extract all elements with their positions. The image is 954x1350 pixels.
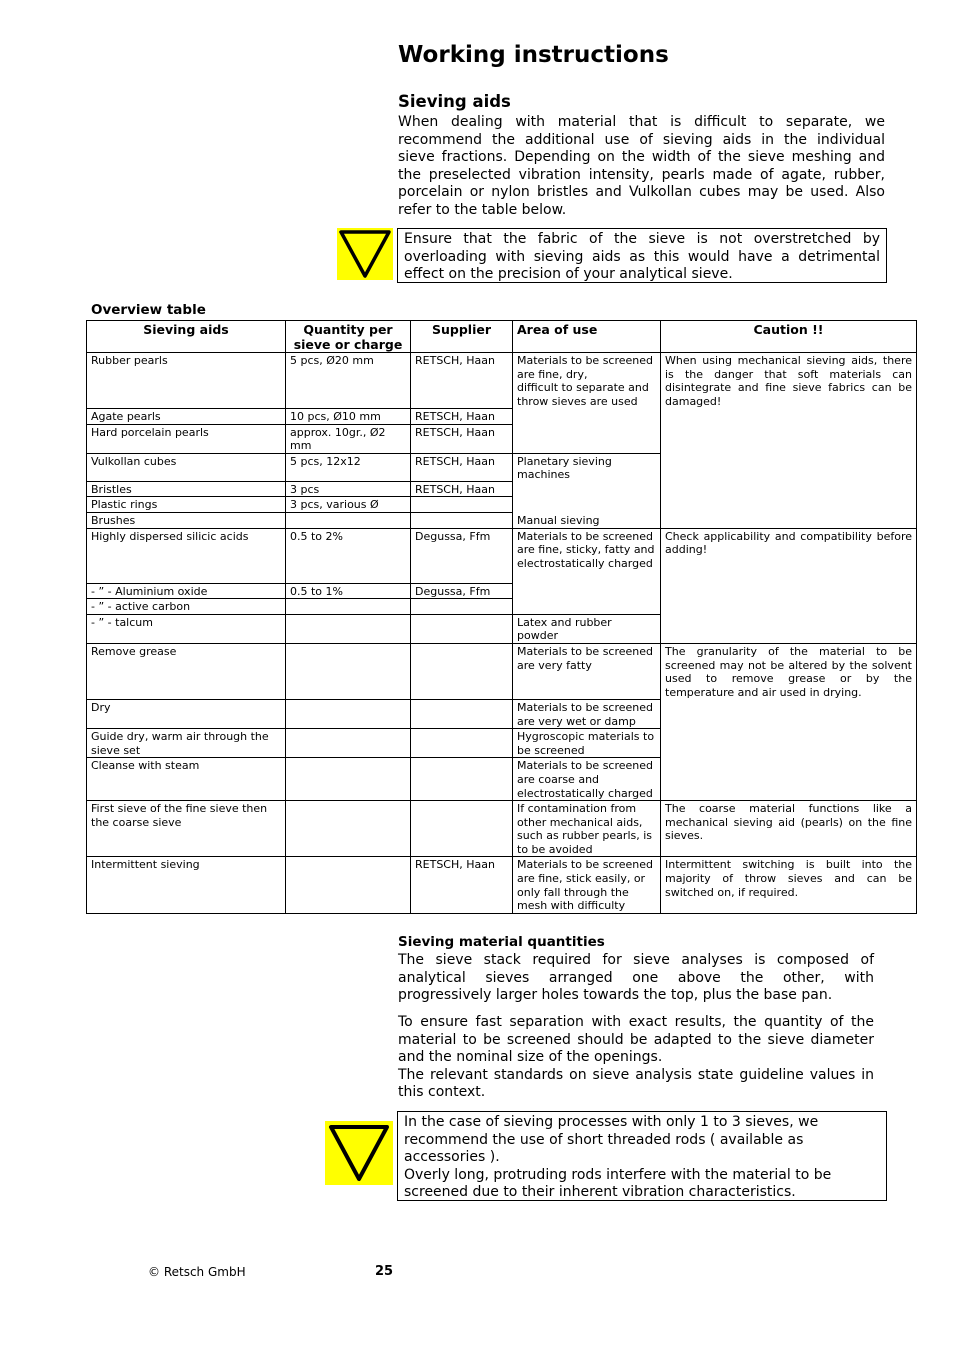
text-line: In the case of sieving processes with only 1 to 3 sieves, we — [404, 1114, 819, 1130]
cell-supplier: Degussa, Ffm — [411, 583, 513, 599]
cell-area: Materials to be screened are fine, sticky, fatty and electrostatically charged — [513, 528, 661, 614]
text-line: screened due to their inherent vibration characteristics. — [404, 1184, 796, 1201]
text-line: analytical sieves arranged one above the other, with — [398, 969, 874, 986]
cell-supplier: Degussa, Ffm — [411, 528, 513, 583]
cell-supplier: RETSCH, Haan — [411, 453, 513, 481]
text-line: overloading with sieving aids as this would have a detrimental — [404, 248, 880, 265]
cell-aid: Intermittent sieving — [87, 857, 286, 913]
cell-qty: 3 pcs — [286, 481, 411, 497]
warning-triangle-icon — [325, 1121, 393, 1185]
cell-qty — [286, 729, 411, 758]
page-title: Working instructions — [398, 42, 669, 68]
cell-aid: Dry — [87, 699, 286, 728]
cell-supplier — [411, 497, 513, 513]
warning-box-threaded-rods — [397, 1111, 887, 1201]
cell-area: Latex and rubber powder — [513, 614, 661, 643]
cell-caution: The coarse material functions like a mechanical sieving aid (pearls) on the fine sieves. — [661, 801, 917, 857]
cell-area: Materials to be screened are very fatty — [513, 643, 661, 699]
warning-triangle-icon — [337, 228, 393, 280]
text-line: Overly long, protruding rods interfere with the material to be — [404, 1166, 832, 1183]
area-text: Manual sieving — [517, 513, 600, 527]
text-line: accessories ). — [404, 1149, 500, 1166]
table-row — [87, 801, 917, 857]
sieving-aids-paragraph — [398, 114, 885, 220]
cell-supplier — [411, 614, 513, 643]
cell-aid: Vulkollan cubes — [87, 453, 286, 481]
cell-qty: approx. 10gr., Ø2 mm — [286, 424, 411, 453]
warning-box-overstretch — [397, 228, 887, 283]
cell-supplier: RETSCH, Haan — [411, 424, 513, 453]
text-line: the preselected vibration intensity, pearls made of agate, rubber, — [398, 166, 885, 183]
cell-area: Materials to be screened are very wet or damp — [513, 699, 661, 728]
cell-qty — [286, 599, 411, 615]
cell-aid: Highly dispersed silicic acids — [87, 528, 286, 583]
table-row — [87, 353, 917, 409]
cell-caution: The granularity of the material to be screened may not be altered by the solvent used to remove grease or by the temperature and air used in drying. — [661, 643, 917, 800]
cell-area: Hygroscopic materials to be screened — [513, 729, 661, 758]
cell-qty — [286, 614, 411, 643]
area-line: throw sieves are used — [517, 394, 638, 408]
text-line: To ensure fast separation with exact results, the quantity of the — [398, 1014, 874, 1030]
cell-supplier: RETSCH, Haan — [411, 481, 513, 497]
section-heading-sieving-aids: Sieving aids — [398, 92, 511, 111]
text-line: progressively larger holes towards the top, plus the base pan. — [398, 987, 833, 1004]
cell-aid: Guide dry, warm air through the sieve set — [87, 729, 286, 758]
header-quantity — [286, 321, 411, 353]
cell-qty — [286, 643, 411, 699]
header-quantity-line: sieve or charge — [293, 337, 403, 352]
cell-qty — [286, 801, 411, 857]
cell-aid: Hard porcelain pearls — [87, 424, 286, 453]
cell-qty — [286, 857, 411, 913]
area-line: are fine, dry, — [517, 367, 588, 381]
cell-supplier — [411, 512, 513, 528]
header-quantity-line: Quantity per — [303, 322, 393, 337]
area-line: Materials to be screened — [517, 354, 654, 367]
cell-qty: 10 pcs, Ø10 mm — [286, 409, 411, 425]
overview-table — [86, 320, 917, 914]
cell-aid: Cleanse with steam — [87, 758, 286, 801]
cell-aid: Brushes — [87, 512, 286, 528]
area-text: Planetary sieving machines — [517, 454, 612, 482]
cell-area: Materials to be screened are fine, stick easily, or only fall through the mesh with difficulty — [513, 857, 661, 913]
header-sieving-aids: Sieving aids — [87, 321, 286, 353]
cell-supplier: RETSCH, Haan — [411, 409, 513, 425]
cell-qty: 0.5 to 2% — [286, 528, 411, 583]
cell-supplier: RETSCH, Haan — [411, 857, 513, 913]
cell-qty: 0.5 to 1% — [286, 583, 411, 599]
header-supplier: Supplier — [411, 321, 513, 353]
table-row — [87, 857, 917, 913]
cell-qty: 3 pcs, various Ø — [286, 497, 411, 513]
text-line: Ensure that the fabric of the sieve is not overstretched by — [404, 231, 880, 247]
text-line: recommend the additional use of sieving aids in the individual — [398, 131, 885, 148]
table-row — [87, 643, 917, 699]
cell-qty: 5 pcs, Ø20 mm — [286, 353, 411, 409]
cell-aid: Agate pearls — [87, 409, 286, 425]
cell-supplier — [411, 758, 513, 801]
cell-area: Materials to be screened are coarse and electrostatically charged — [513, 758, 661, 801]
text-line: effect on the precision of your analytical sieve. — [404, 266, 733, 283]
header-area-of-use: Area of use — [513, 321, 661, 353]
cell-aid: Plastic rings — [87, 497, 286, 513]
cell-aid: Rubber pearls — [87, 353, 286, 409]
text-line: When dealing with material that is difficult to separate, we — [398, 114, 885, 130]
text-line: sieve fractions. Depending on the width of the sieve meshing and — [398, 149, 885, 166]
cell-area — [513, 453, 661, 528]
cell-supplier — [411, 643, 513, 699]
cell-supplier — [411, 599, 513, 615]
cell-supplier — [411, 729, 513, 758]
cell-aid: First sieve of the fine sieve then the coarse sieve — [87, 801, 286, 857]
cell-caution: When using mechanical sieving aids, there is the danger that soft materials can disintegrate and fine sieve fabrics can be damaged! — [661, 353, 917, 529]
cell-qty — [286, 758, 411, 801]
cell-aid: Bristles — [87, 481, 286, 497]
cell-aid: - ” - active carbon — [87, 599, 286, 615]
cell-area — [513, 353, 661, 454]
quantities-paragraph-2 — [398, 1014, 874, 1102]
cell-qty — [286, 512, 411, 528]
cell-qty: 5 pcs, 12x12 — [286, 453, 411, 481]
cell-area: If contamination from other mechanical aids, such as rubber pearls, is to be avoided — [513, 801, 661, 857]
table-row — [87, 528, 917, 583]
text-line: material to be screened should be adapted to the sieve diameter — [398, 1031, 874, 1048]
table-header-row — [87, 321, 917, 353]
section-heading-quantities: Sieving material quantities — [398, 934, 605, 950]
cell-supplier — [411, 699, 513, 728]
cell-caution: Intermittent switching is built into the majority of throw sieves and can be switched on, if required. — [661, 857, 917, 913]
cell-aid: Remove grease — [87, 643, 286, 699]
text-line: refer to the table below. — [398, 201, 567, 218]
text-line: and the nominal size of the openings. — [398, 1049, 663, 1066]
overview-table-title: Overview table — [91, 302, 206, 318]
footer-copyright: © Retsch GmbH — [148, 1265, 246, 1279]
cell-aid: - ” - talcum — [87, 614, 286, 643]
text-line: The relevant standards on sieve analysis state guideline values in — [398, 1066, 874, 1083]
text-line: porcelain or nylon bristles and Vulkollan cubes may be used. Also — [398, 184, 885, 201]
cell-aid: - ” - Aluminium oxide — [87, 583, 286, 599]
page-number: 25 — [375, 1264, 394, 1279]
cell-supplier — [411, 801, 513, 857]
cell-qty — [286, 699, 411, 728]
header-caution: Caution !! — [661, 321, 917, 353]
text-line: recommend the use of short threaded rods ( available as — [404, 1131, 804, 1148]
area-line: difficult to separate and — [517, 381, 649, 395]
quantities-paragraph-1 — [398, 952, 874, 1005]
cell-supplier: RETSCH, Haan — [411, 353, 513, 409]
text-line: The sieve stack required for sieve analyses is composed of — [398, 952, 874, 968]
cell-caution: Check applicability and compatibility before adding! — [661, 528, 917, 643]
text-line: this context. — [398, 1084, 486, 1101]
